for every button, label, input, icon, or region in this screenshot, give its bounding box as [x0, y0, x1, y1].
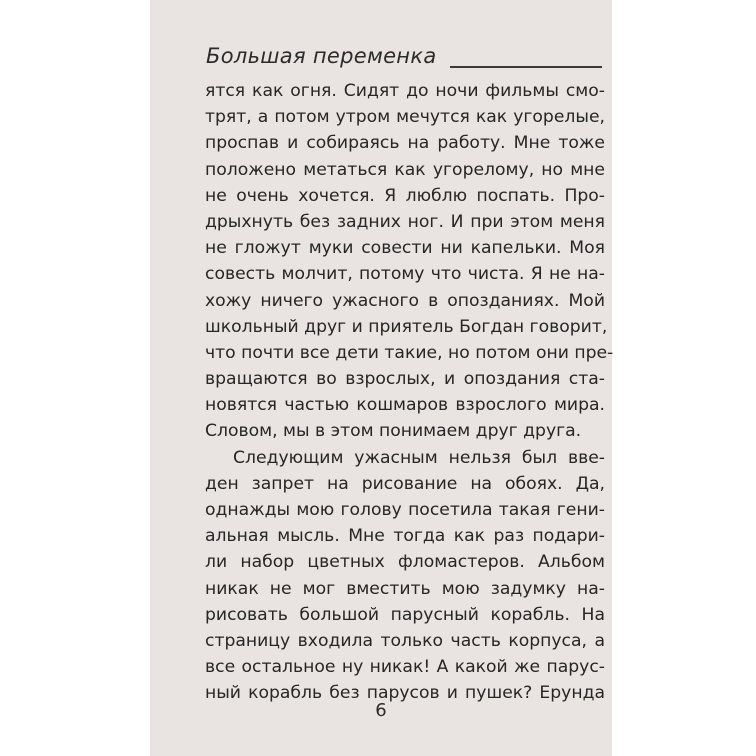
- text-line: совесть молчит, потому что чиста. Я не на-: [205, 264, 605, 285]
- text-line: ятся как огня. Сидят до ночи фильмы смо-: [205, 81, 605, 101]
- text-line: ный корабль без парусов и пушек? Ерунда: [205, 683, 605, 704]
- text-line: трят, а потом утром мечутся как угорелые,: [205, 107, 605, 128]
- text-line: страницу входила только часть корпуса, а: [205, 630, 605, 651]
- text-line: все остальное ну никак! А какой же парус-: [205, 657, 605, 678]
- text-line: ли набор цветных фломастеров. Альбом: [205, 552, 605, 573]
- text-line: не очень хочется. Я люблю поспать. Про-: [205, 185, 605, 206]
- text-line: вращаются во взрослых, и опоздания ста-: [205, 369, 605, 390]
- running-header: [206, 44, 602, 74]
- header-title: Большая переменка: [206, 44, 437, 68]
- text-line: однажды мою голову посетила такая гени-: [205, 500, 605, 520]
- text-line: проспав и собираясь на работу. Мне тоже: [205, 133, 605, 154]
- text-line: не гложут муки совести ни капельки. Моя: [205, 238, 605, 259]
- text-line: никак не мог вместить мою задумку на-: [205, 578, 605, 599]
- text-line: школьный друг и приятель Богдан говорит,: [205, 316, 608, 337]
- text-line: дрыхнуть без задних ног. И при этом меня: [205, 211, 605, 232]
- text-line: новятся частью кошмаров взрослого мира.: [205, 395, 605, 416]
- book-page: [150, 0, 612, 756]
- text-line: ден запрет на рисование на обоях. Да,: [205, 473, 605, 494]
- page-number: 6: [375, 700, 387, 721]
- text-line: что почти все дети такие, но потом они пре-: [205, 342, 614, 363]
- text-line: положено метаться как угорелому, но мне: [205, 159, 605, 180]
- text-line: рисовать большой парусный корабль. На: [205, 604, 605, 625]
- header-rule: [450, 66, 602, 68]
- text-line: Словом, мы в этом понимаем друг друга.: [205, 421, 582, 442]
- text-line: альная мысль. Мне тогда как раз подари-: [205, 526, 605, 547]
- body-text: [205, 78, 614, 707]
- text-line: хожу ничего ужасного в опозданиях. Мой: [205, 290, 605, 311]
- text-line: Следующим ужасным нельзя был вве-: [233, 447, 605, 468]
